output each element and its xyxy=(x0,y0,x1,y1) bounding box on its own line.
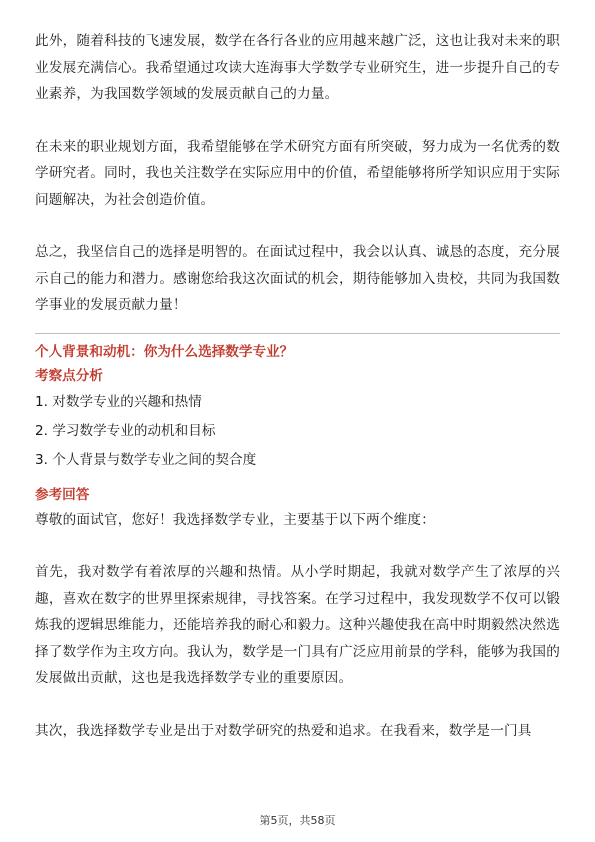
list-item: 3. 个人背景与数学专业之间的契合度 xyxy=(35,451,257,468)
paragraph-future-confidence: 此外，随着科技的飞速发展，数学在各行各业的应用越来越广泛，这也让我对未来的职业发展充满信心。我希望通过攻读大连海事大学数学专业研究生，进一步提升自己的专业素养，为我国数学领域的发展贡献自己的力量。 xyxy=(35,33,560,102)
answer-paragraph-first: 首先，我对数学有着浓厚的兴趣和热情。从小学时期起，我就对数学产生了浓厚的兴趣，喜欢在数字的世界里探索规律，寻找答案。在学习过程中，我发现数学不仅可以锻炼我的逻辑思维能力，还能培养我的耐心和毅力。这种兴趣使我在高中时期毅然决然选择了数学作为主攻方向。我认为，数学是一门具有广泛应用前景的学科，能够为我国的发展做出贡献，这也是我选择数学专业的重要原因。 xyxy=(35,564,560,686)
analysis-heading: 考察点分析 xyxy=(35,367,103,384)
list-item: 2. 学习数学专业的动机和目标 xyxy=(35,422,216,439)
page-number-footer: 第5页，共58页 xyxy=(259,814,336,827)
list-item: 1. 对数学专业的兴趣和热情 xyxy=(35,393,202,410)
section-divider xyxy=(35,333,560,334)
answer-greeting: 尊敬的面试官，您好！我选择数学专业，主要基于以下两个维度： xyxy=(35,511,436,528)
answer-heading: 参考回答 xyxy=(35,486,90,503)
paragraph-conclusion: 总之，我坚信自己的选择是明智的。在面试过程中，我会以认真、诚恳的态度，充分展示自己的能力和潜力。感谢您给我这次面试的机会，期待能够加入贵校，共同为我国数学事业的发展贡献力量！ xyxy=(35,244,560,313)
question-title: 个人背景和动机：你为什么选择数学专业？ xyxy=(35,343,294,360)
analysis-points-list xyxy=(35,388,560,475)
paragraph-career-plan: 在未来的职业规划方面，我希望能够在学术研究方面有所突破，努力成为一名优秀的数学研究者。同时，我也关注数学在实际应用中的价值，希望能够将所学知识应用于实际问题解决，为社会创造价值。 xyxy=(35,138,560,208)
page-content xyxy=(35,28,560,744)
answer-paragraph-second: 其次，我选择数学专业是出于对数学研究的热爱和追求。在我看来，数学是一门具 xyxy=(35,722,532,739)
